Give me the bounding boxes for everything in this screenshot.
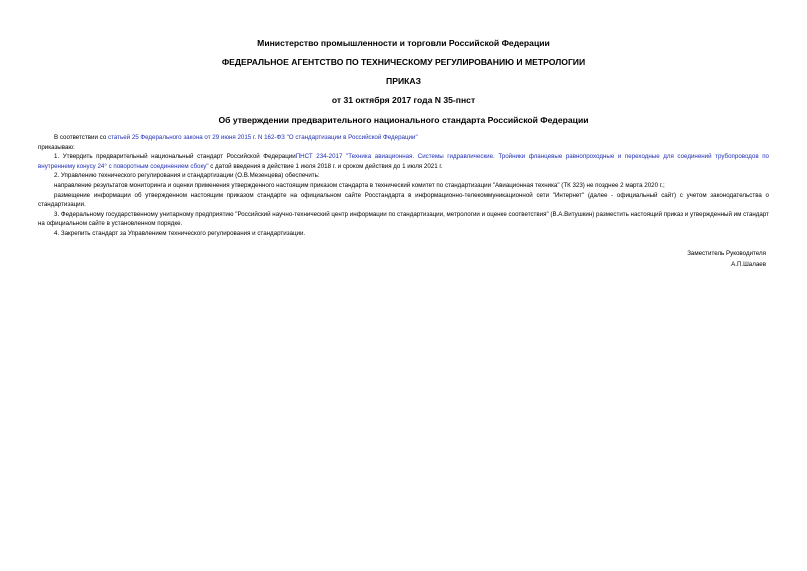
item-1-prefix: 1. Утвердить предварительный национальный стандарт Российской Федерации — [54, 153, 296, 161]
ministry-heading: Министерство промышленности и торговли Российской Федерации — [257, 38, 550, 48]
standard-link[interactable]: ПНСТ 234-2017 "Техника авиационная. Системы гидравлические. Тройники фланцевые равнопроходные и переходные для соединений трубопроводов по внутреннему конусу 24° с поворотным соединением сбоку" — [38, 153, 769, 170]
item-2b-paragraph: размещение информации об утвержденном настоящим приказом стандарте на официальном сайте Росстандарта в информационно-телекоммуникационной сети "Интернет" (далее - официальный сайт) с учетом законодательства о стандартизации. — [38, 191, 769, 209]
federal-law-link[interactable]: статьей 25 Федерального закона от 29 июня 2015 г. N 162-ФЗ "О стандартизации в Российской Федерации" — [107, 134, 418, 141]
agency-heading: ФЕДЕРАЛЬНОЕ АГЕНТСТВО ПО ТЕХНИЧЕСКОМУ РЕГУЛИРОВАНИЮ И МЕТРОЛОГИИ — [221, 57, 586, 67]
order-word: приказываю: — [38, 143, 75, 151]
document-title: Об утверждении предварительного национального стандарта Российской Федерации — [218, 115, 589, 125]
item-2-paragraph: 2. Управлению технического регулирования и стандартизации (О.В.Мезенцева) обеспечить: — [54, 172, 320, 180]
signatory-name: А.П.Шалаев — [731, 261, 766, 268]
item-3-paragraph: 3. Федеральному государственному унитарному предприятию "Российский научно-технический центр информации по стандартизации, метрологии и оценке соответствия" (В.А.Витушкин) разместить настоящий приказ и утвержденный им стандарт на официальном сайте в установленном порядке. — [38, 210, 769, 228]
signatory-position: Заместитель Руководителя — [687, 250, 766, 257]
document-type-heading: ПРИКАЗ — [386, 76, 421, 86]
item-2a-paragraph: направление результатов мониторинга и оценки применения утвержденного настоящим приказом стандарта в технический комитет по стандартизации "Авиационная техника" (ТК 323) не позднее 2 марта 2020 г.; — [54, 181, 665, 189]
item-1-suffix: с датой введения в действие 1 июля 2018 г. и сроком действия до 1 июля 2021 г. — [208, 162, 443, 170]
intro-prefix: В соответствии со — [54, 134, 108, 141]
document-body — [38, 133, 769, 239]
date-number-heading: от 31 октября 2017 года N 35-пнст — [331, 95, 476, 105]
item-1-paragraph — [38, 152, 769, 171]
intro-paragraph — [38, 133, 769, 143]
item-4-paragraph: 4. Закрепить стандарт за Управлением технического регулирования и стандартизации. — [54, 229, 306, 237]
